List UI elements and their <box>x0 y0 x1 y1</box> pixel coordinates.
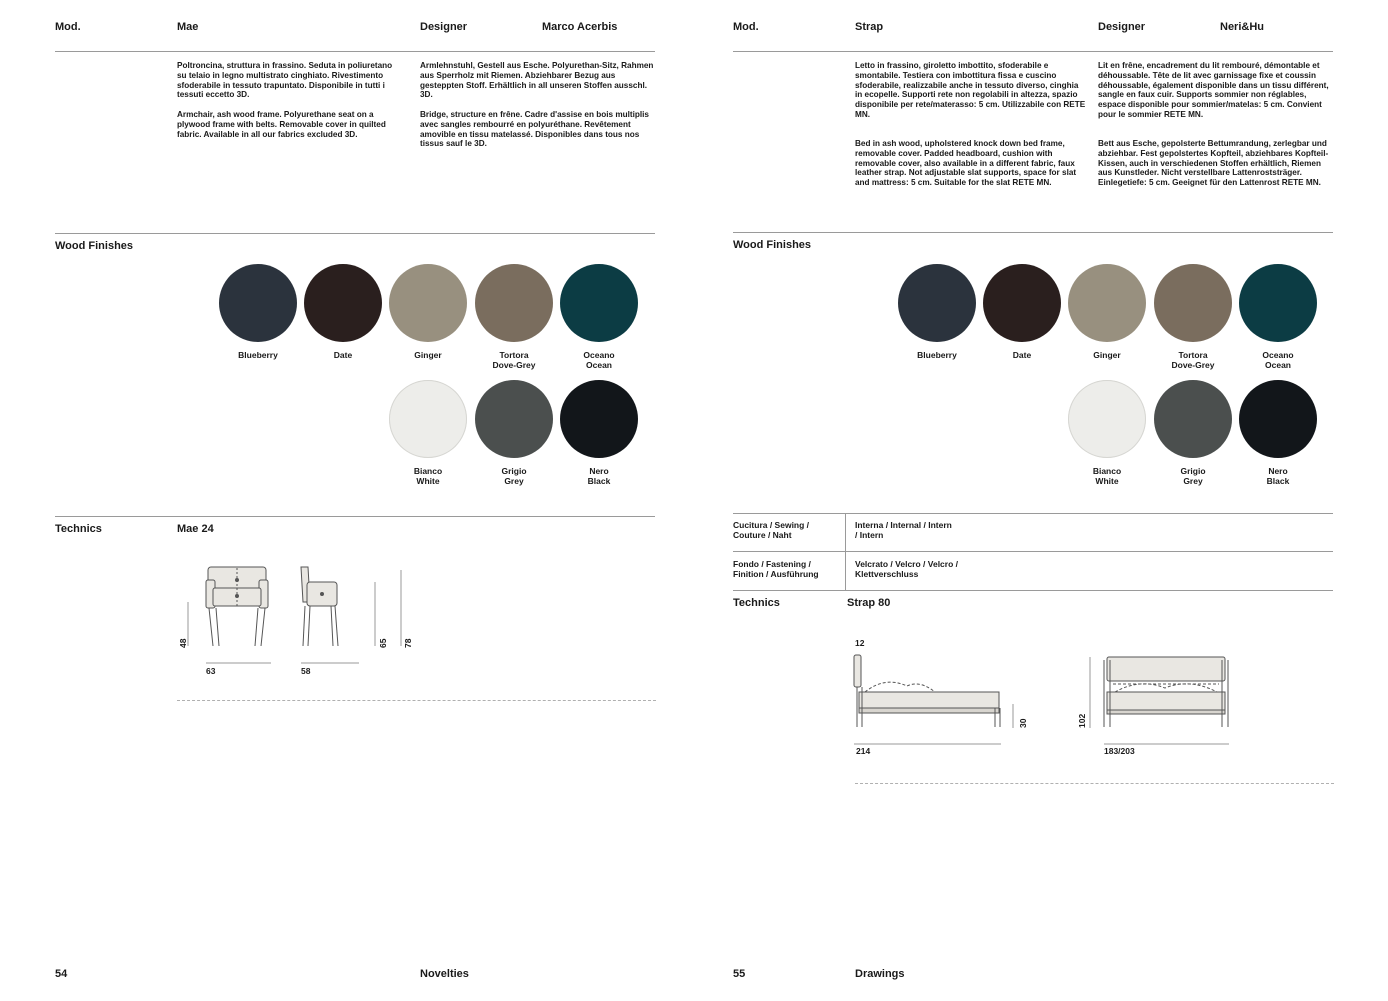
finish-label <box>554 351 644 370</box>
finish-label <box>1062 351 1152 361</box>
description-en: Armchair, ash wood frame. Polyurethane seat on a plywood frame with belts. Removable cover in quilted fabric. Available in all our fabrics excluded 3D. <box>177 110 386 139</box>
fastening-label: Fondo / Fastening / Finition / Ausführung <box>733 559 819 579</box>
finish-label-line1: Tortora <box>499 350 529 360</box>
description-de: Bett aus Esche, gepolsterte Bettumrandung, zerlegbar und abziehbar. Fest gepolstertes Kopfteil, abziehbares Kopfteil-Kissen, auch in verschiedenen Stoffen erhältlich, Riemen aus Kunstleder. Nicht verstellbare Lattenroststräger. Einlegetiefe: 5 cm. Geeignet für den Lattenrost RETE MN. <box>1098 139 1329 188</box>
finish-swatch-oceano <box>1239 264 1317 342</box>
finish-label-line2: Ocean <box>586 359 612 370</box>
finish-label-line1: Date <box>333 350 353 360</box>
finish-label <box>1062 467 1152 486</box>
model-name: Mae <box>177 21 199 33</box>
finish-label-line1: Nero <box>589 466 609 476</box>
divider <box>733 590 1333 591</box>
dim-width: 183/203 <box>1104 746 1135 756</box>
dim-78: 78 <box>403 638 413 648</box>
finish-swatch-ginger <box>1068 264 1146 342</box>
finish-label-line2: Black <box>1266 475 1290 486</box>
bed-headboard-side <box>854 655 861 687</box>
finish-swatch-grigio <box>475 380 553 458</box>
finish-label <box>1148 351 1238 370</box>
finish-label-line2: Grey <box>1183 475 1203 486</box>
finish-label <box>383 467 473 486</box>
dim-214: 214 <box>856 746 871 756</box>
finish-label <box>213 351 303 361</box>
description-en: Bed in ash wood, upholstered knock down bed frame, removable cover. Padded headboard, cushion with removable cover, also available in a different fabric, faux leather strap. Not adjustable slat supports, space for slat and mattress: 5 cm. Suitable for the slat RETE MN. <box>855 139 1077 188</box>
finish-swatch-date <box>983 264 1061 342</box>
finish-label-line2: Dove-Grey <box>1171 359 1215 370</box>
finish-swatch-blueberry <box>898 264 976 342</box>
finish-label-line1: Blueberry <box>238 350 278 360</box>
bed-frame-side <box>859 692 999 708</box>
finish-label-line1: Date <box>1012 350 1032 360</box>
finish-swatch-oceano <box>560 264 638 342</box>
finish-swatch-bianco <box>389 380 467 458</box>
finish-label-line1: Bianco <box>413 466 443 476</box>
finish-label-line1: Oceano <box>583 350 615 360</box>
designer-label: Designer <box>1098 21 1146 33</box>
finish-label <box>554 467 644 486</box>
finish-swatch-blueberry <box>219 264 297 342</box>
finish-label-line2: Dove-Grey <box>492 359 536 370</box>
divider <box>733 51 1333 52</box>
model-name: Strap <box>855 21 884 33</box>
mod-label: Mod. <box>733 21 759 33</box>
description-fr: Lit en frêne, encadrement du lit rembouré, démontable et déhoussable. Tête de lit avec garnissage fixe et coussin déhoussable, également disponible dans un tissu différent, sangle en faux cuir. Supports sommier non réglables, espace disponible pour sommier/matelas: 5 cm. Convient pour le sommier RETE MN. <box>1098 61 1329 119</box>
dim-30: 30 <box>1018 718 1028 728</box>
divider <box>733 551 1333 552</box>
description-fr: Bridge, structure en frêne. Cadre d'assise en bois multiplis avec sangles rembourré en polyuréthane. Revêtement amovible en tissu matelassé. Disponibles dans tous nos tissus sauf le 3D. <box>420 110 649 149</box>
finish-label <box>892 351 982 361</box>
technics-label: Technics <box>55 523 102 535</box>
bed-frame-front <box>1107 692 1225 710</box>
designer-name: Neri&Hu <box>1220 21 1265 33</box>
finish-label <box>1148 467 1238 486</box>
dim-102: 102 <box>1077 713 1087 728</box>
finish-label-line1: Tortora <box>1178 350 1208 360</box>
bed-headboard-front <box>1107 657 1225 681</box>
page-number: 55 <box>733 968 746 980</box>
sewing-value: Interna / Internal / Intern / Intern <box>855 520 952 540</box>
technics-model: Mae 24 <box>177 523 214 535</box>
designer-name: Marco Acerbis <box>542 21 618 33</box>
finish-label-line1: Ginger <box>1093 350 1121 360</box>
finish-swatch-nero <box>1239 380 1317 458</box>
bed-drawing <box>845 640 1245 750</box>
dim-12: 12 <box>855 638 865 648</box>
finish-swatch-bianco <box>1068 380 1146 458</box>
finish-label <box>1233 351 1323 370</box>
finish-label-line1: Ginger <box>414 350 442 360</box>
description-de: Armlehnstuhl, Gestell aus Esche. Polyurethan-Sitz, Rahmen aus Sperrholz mit Riemen. Abziehbarer Bezug aus gesteppten Stoff. Erhältlich in all unseren Stoffen ausschl. 3D. <box>420 61 654 100</box>
description-it: Letto in frassino, giroletto imbottito, sfoderabile e smontabile. Testiera con imbottitura fissa e cuscino sfoderabile, realizzabile anche in tessuto diverso, cinghia in ecopelle. Supporti rete non regolabili in altezza, spazio disponibile per rete/materasso: 5 cm. Utilizzabile con RETE MN. <box>855 61 1086 119</box>
dim-58: 58 <box>301 666 311 676</box>
technics-model: Strap 80 <box>847 597 891 609</box>
finish-swatch-ginger <box>389 264 467 342</box>
finish-label-line1: Nero <box>1268 466 1288 476</box>
finish-swatch-grigio <box>1154 380 1232 458</box>
finish-swatch-tortora <box>475 264 553 342</box>
page-number: 54 <box>55 968 68 980</box>
finish-label-line1: Oceano <box>1262 350 1294 360</box>
sewing-label: Cucitura / Sewing / Couture / Naht <box>733 520 810 540</box>
finish-label <box>469 467 559 486</box>
divider <box>55 51 655 52</box>
finish-label-line1: Grigio <box>501 466 527 476</box>
divider <box>55 516 655 517</box>
divider <box>733 232 1333 233</box>
designer-label: Designer <box>420 21 468 33</box>
finish-label-line2: Grey <box>504 475 524 486</box>
finish-swatch-date <box>304 264 382 342</box>
dim-48: 48 <box>178 638 188 648</box>
finish-label <box>383 351 473 361</box>
finish-label-line2: White <box>416 475 440 486</box>
finish-label <box>1233 467 1323 486</box>
divider <box>733 513 1333 514</box>
finish-swatch-tortora <box>1154 264 1232 342</box>
technics-label: Technics <box>733 597 780 609</box>
mod-label: Mod. <box>55 21 81 33</box>
dim-65: 65 <box>378 638 388 648</box>
section-name: Novelties <box>420 968 469 980</box>
finish-label-line1: Bianco <box>1092 466 1122 476</box>
finish-label-line2: Ocean <box>1265 359 1291 370</box>
divider <box>55 233 655 234</box>
dashed-divider <box>855 783 1334 784</box>
finish-label-line2: Black <box>587 475 611 486</box>
wood-finishes-title: Wood Finishes <box>55 240 134 252</box>
section-name: Drawings <box>855 968 905 980</box>
description-it: Poltroncina, struttura in frassino. Seduta in poliuretano su telaio in legno multistrato cinghiato. Rivestimento sfoderabile in tessuto trapuntato. Disponibile in tutti i tessuti eccetto 3D. <box>177 61 393 100</box>
wood-finishes-title: Wood Finishes <box>733 239 812 251</box>
armchair-drawing <box>175 560 435 680</box>
dashed-divider <box>177 700 656 701</box>
finish-label-line2: White <box>1095 475 1119 486</box>
finish-label <box>977 351 1067 361</box>
finish-label-line1: Blueberry <box>917 350 957 360</box>
fastening-value: Velcrato / Velcro / Velcro / Klettverschluss <box>855 559 959 579</box>
finish-label <box>298 351 388 361</box>
dim-63: 63 <box>206 666 216 676</box>
finish-label <box>469 351 559 370</box>
finish-label-line1: Grigio <box>1180 466 1206 476</box>
finish-swatch-nero <box>560 380 638 458</box>
